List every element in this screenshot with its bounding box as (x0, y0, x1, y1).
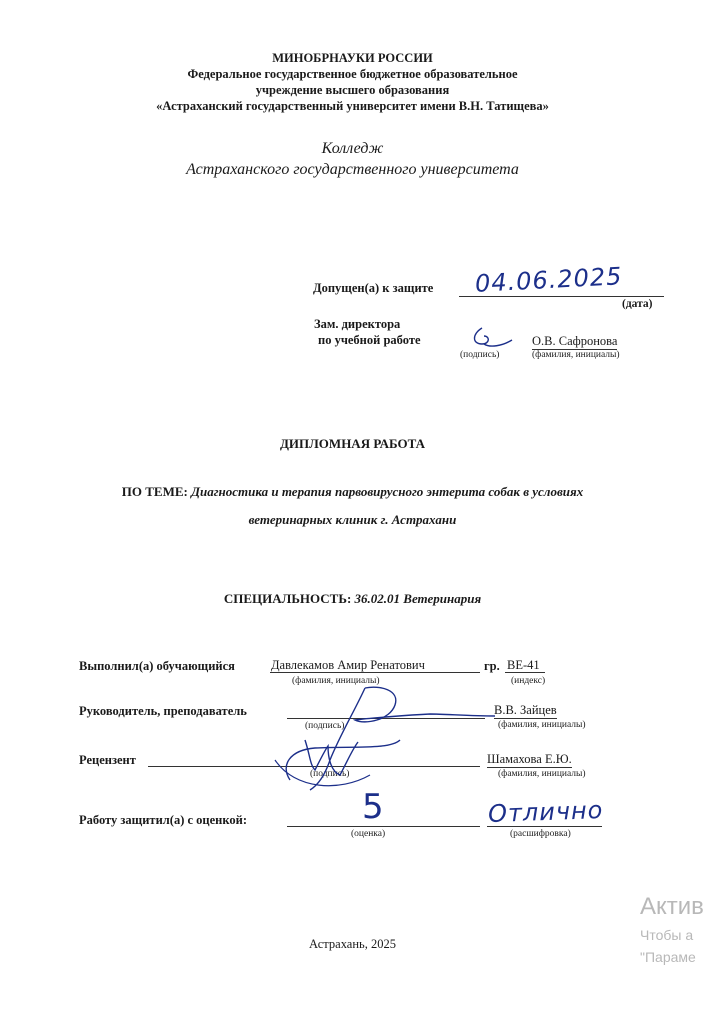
college-line-2: Астраханского государственного университета (186, 161, 519, 178)
deputy-name: О.В. Сафронова (532, 334, 618, 348)
student-label: Выполнил(а) обучающийся (79, 659, 235, 673)
university-name: «Астраханский государственный университет имени В.Н. Татищева» (156, 99, 549, 113)
grade-words-handwritten: Отлично (487, 795, 604, 829)
specialty-label: СПЕЦИАЛЬНОСТЬ: (223, 591, 352, 606)
institution-type-line: Федеральное государственное бюджетное образовательное (187, 67, 518, 81)
topic-line-1 (0, 484, 705, 500)
reviewer-label: Рецензент (79, 753, 136, 767)
grade-caption: (оценка) (351, 829, 386, 839)
specialty-value: 36.02.01 Ветеринария (354, 591, 482, 606)
topic-text-1: Диагностика и терапия парвовирусного энтерита собак в условиях (191, 484, 584, 499)
student-name: Давлекамов Амир Ренатович (271, 658, 425, 672)
topic-text-2: ветеринарных клиник г. Астрахани (248, 512, 457, 527)
topic-label: ПО ТЕМЕ: (121, 484, 188, 499)
deputy-title-line-2: по учебной работе (318, 333, 421, 347)
defense-label: Работу защитил(а) с оценкой: (79, 813, 248, 827)
admission-date-handwritten: 04.06.2025 (474, 262, 624, 298)
supervisor-label: Руководитель, преподаватель (79, 704, 247, 718)
supervisor-name: В.В. Зайцев (494, 703, 557, 717)
grade-handwritten: 5 (362, 787, 384, 827)
institution-type-line-2: учреждение высшего образования (255, 83, 450, 97)
ministry-line: МИНОБРНАУКИ РОССИИ (272, 51, 433, 65)
document-title: ДИПЛОМНАЯ РАБОТА (279, 436, 426, 451)
student-name-caption: (фамилия, инициалы) (292, 676, 380, 686)
city-year: Астрахань, 2025 (309, 937, 396, 951)
admission-label: Допущен(а) к защите (313, 281, 434, 295)
grade-words-caption: (расшифровка) (510, 829, 571, 839)
watermark-line-2: Чтобы а (640, 927, 694, 943)
supervisor-reviewer-signature (270, 680, 500, 800)
deputy-name-caption: (фамилия, инициалы) (532, 350, 620, 360)
reviewer-name-caption: (фамилия, инициалы) (498, 769, 586, 779)
deputy-signature-caption: (подпись) (460, 350, 500, 360)
college-line-1: Колледж (321, 140, 384, 157)
deputy-title-line-1: Зам. директора (314, 317, 401, 331)
watermark-line-3: "Параме (640, 949, 696, 965)
group-caption: (индекс) (511, 676, 546, 686)
supervisor-signature-caption: (подпись) (305, 721, 345, 731)
specialty-line (0, 591, 705, 607)
reviewer-signature-caption: (подпись) (310, 769, 350, 779)
group-value: ВЕ-41 (507, 658, 540, 672)
supervisor-name-caption: (фамилия, инициалы) (498, 720, 586, 730)
watermark-title: Актив (640, 893, 704, 920)
group-label: гр. (484, 659, 500, 673)
admission-date-caption: (дата) (622, 298, 653, 310)
reviewer-name: Шамахова Е.Ю. (487, 752, 572, 766)
